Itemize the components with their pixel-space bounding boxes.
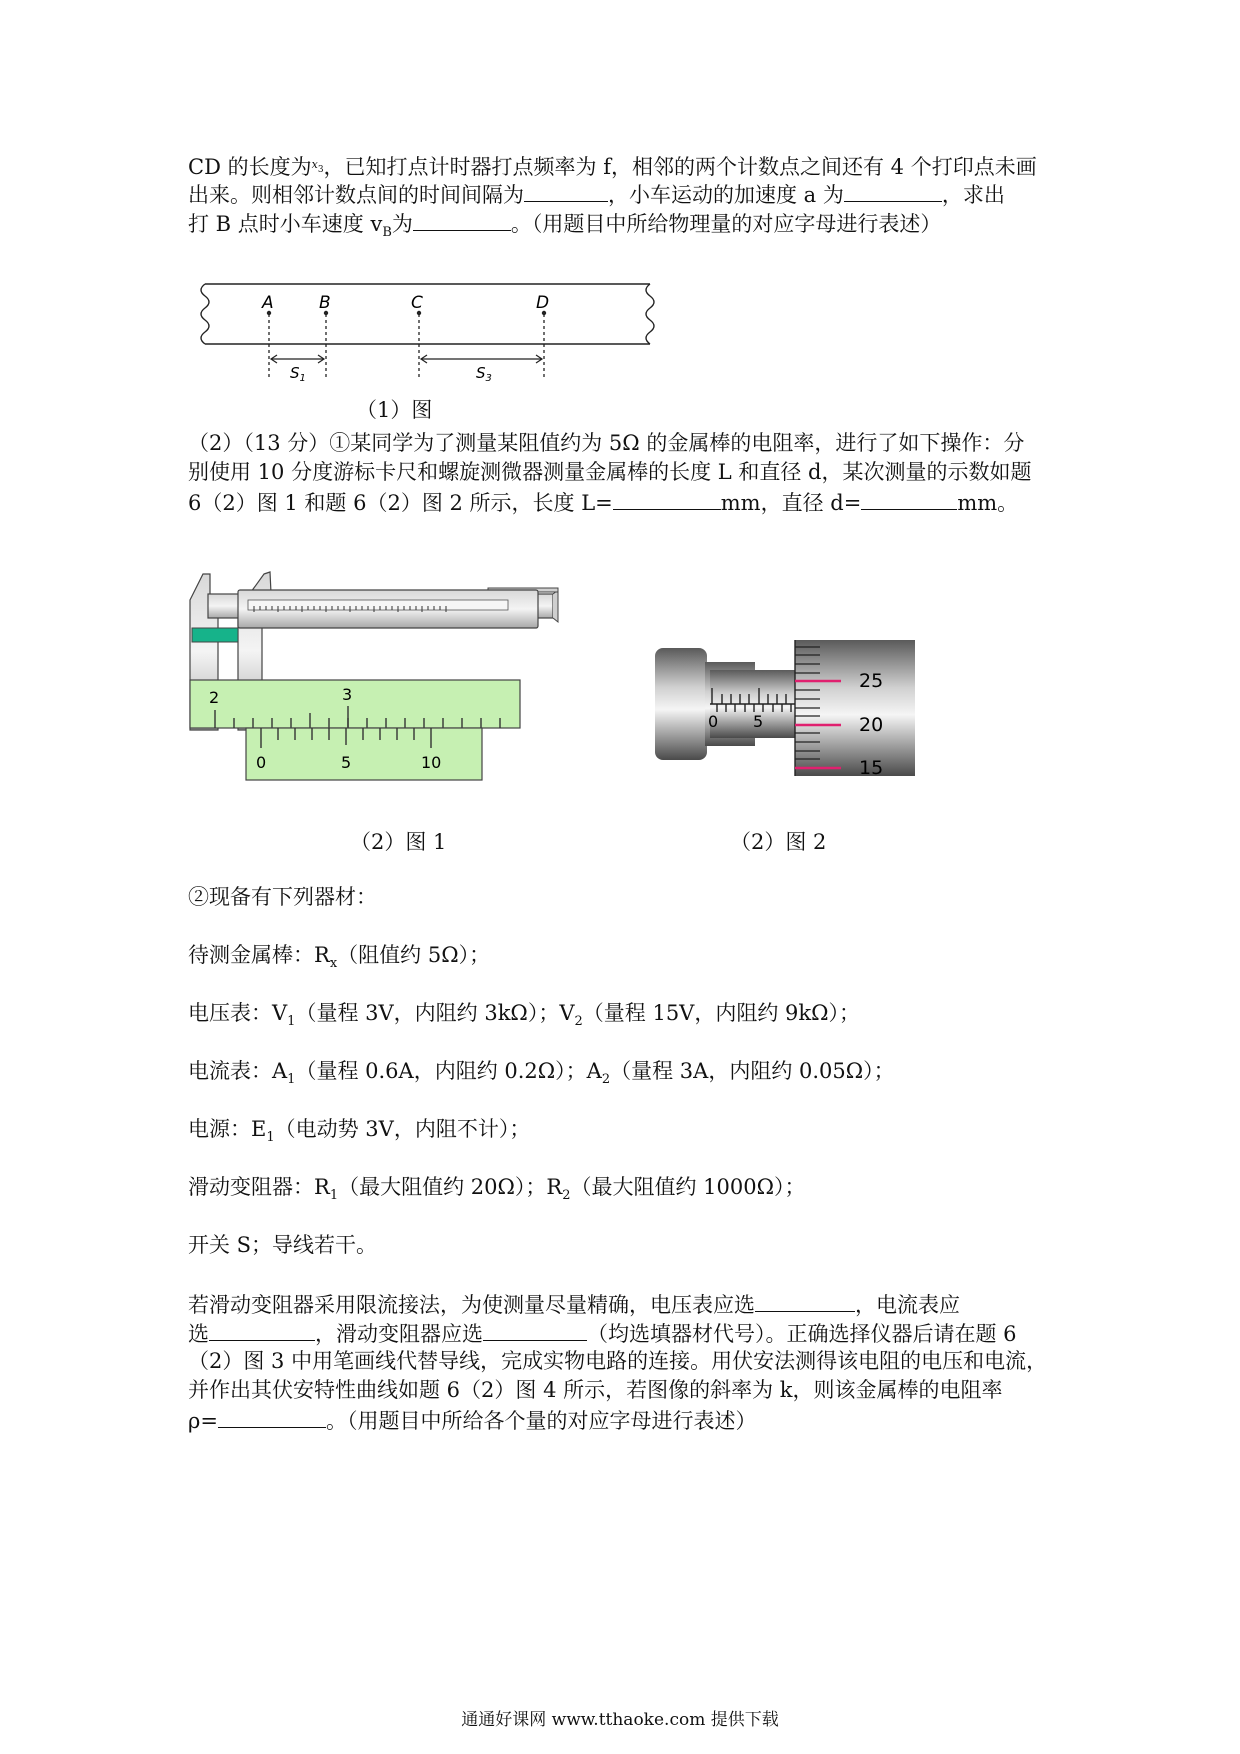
- main-scale-label: 2: [209, 688, 220, 707]
- vernier-label: 10: [421, 753, 442, 772]
- point-label-c: C: [411, 293, 423, 313]
- para2-line3: 6（2）图 1 和题 6（2）图 2 所示，长度 L= mm，直径 d= mm。: [188, 487, 1068, 518]
- equipment-intro: ②现备有下列器材：: [188, 885, 377, 909]
- equipment-ammeter: 电流表：$A_1$（量程 0.6A，内阻约 0.2Ω）；$A_2$（量程 3A，内阻约 0.05Ω）；: [188, 1059, 895, 1088]
- para1-line3: 打 B 点时小车速度 $v_B$为 。（用题目中所给物理量的对应字母进行表述）: [188, 208, 1068, 247]
- thimble-label: 25: [859, 670, 884, 692]
- main-scale-label: 3: [342, 685, 353, 704]
- answer-blank[interactable]: [524, 179, 608, 202]
- s3-label: $S_3$: [476, 364, 492, 384]
- figure-caption-micrometer: （2）图 2: [730, 830, 827, 854]
- para1-line2: 出来。则相邻计数点间的时间间隔为 ，小车运动的加速度 a 为 ，求出: [188, 179, 1068, 210]
- para3-line3: （2）图 3 中用笔画线代替导线，完成实物电路的连接。用伏安法测得该电阻的电压和电流，: [188, 1349, 1048, 1373]
- figure-caption-caliper: （2）图 1: [350, 830, 447, 854]
- vernier-label: 0: [256, 753, 267, 772]
- answer-blank[interactable]: [483, 1318, 587, 1341]
- answer-blank[interactable]: [861, 487, 957, 510]
- para1-line1: CD 的长度为$^x_3$，已知打点计时器打点频率为 f，相邻的两个计数点之间还有 4 个打印点未画: [188, 155, 1037, 179]
- micrometer-figure: [655, 640, 920, 780]
- figure-caption-tape: （1）图: [356, 398, 433, 422]
- answer-blank[interactable]: [413, 208, 511, 231]
- para3-line1: 若滑动变阻器采用限流接法，为使测量尽量精确，电压表应选 ，电流表应: [188, 1289, 1068, 1320]
- vernier-label: 5: [341, 753, 352, 772]
- page-footer: 通通好课网 www.tthaoke.com 提供下载: [461, 1710, 779, 1730]
- answer-blank[interactable]: [844, 179, 942, 202]
- equipment-rheostat: 滑动变阻器：$R_1$（最大阻值约 20Ω）；$R_2$（最大阻值约 1000Ω）；: [188, 1175, 806, 1204]
- point-label-d: D: [536, 293, 550, 313]
- answer-blank[interactable]: [218, 1405, 326, 1428]
- para3-line2: 选 ，滑动变阻器应选 （均选填器材代号）。正确选择仪器后请在题 6: [188, 1318, 1068, 1349]
- para2-line2: 别使用 10 分度游标卡尺和螺旋测微器测量金属棒的长度 L 和直径 d，某次测量的示数如题: [188, 460, 1032, 484]
- equipment-switch: 开关 S；导线若干。: [188, 1233, 378, 1257]
- equipment-voltmeter: 电压表：$V_1$（量程 3V，内阻约 3kΩ）；$V_2$（量程 15V，内阻约 9kΩ）；: [188, 1001, 861, 1030]
- thimble-label: 15: [859, 757, 884, 779]
- sleeve-label: 5: [753, 712, 764, 731]
- para2-line1: （2）（13 分）①某同学为了测量某阻值约为 5Ω 的金属棒的电阻率，进行了如下操作：分: [188, 431, 1025, 455]
- sleeve-label: 0: [708, 712, 719, 731]
- answer-blank[interactable]: [613, 487, 721, 510]
- para3-line4: 并作出其伏安特性曲线如题 6（2）图 4 所示，若图像的斜率为 k，则该金属棒的电阻率: [188, 1378, 1003, 1402]
- vernier-caliper-figure: [188, 570, 588, 810]
- equipment-rx: 待测金属棒：$R_x$（阻值约 5Ω）；: [188, 943, 491, 972]
- s1-label: $S_1$: [290, 364, 306, 384]
- equipment-source: 电源：$E_1$（电动势 3V，内阻不计）；: [188, 1117, 531, 1146]
- point-label-b: B: [319, 293, 331, 313]
- answer-blank[interactable]: [209, 1318, 315, 1341]
- paper-tape-figure: [195, 280, 665, 395]
- answer-blank[interactable]: [755, 1289, 855, 1312]
- thimble-label: 20: [859, 714, 884, 736]
- para3-line5: ρ= 。（用题目中所给各个量的对应字母进行表述）: [188, 1405, 1068, 1436]
- point-label-a: A: [262, 293, 274, 313]
